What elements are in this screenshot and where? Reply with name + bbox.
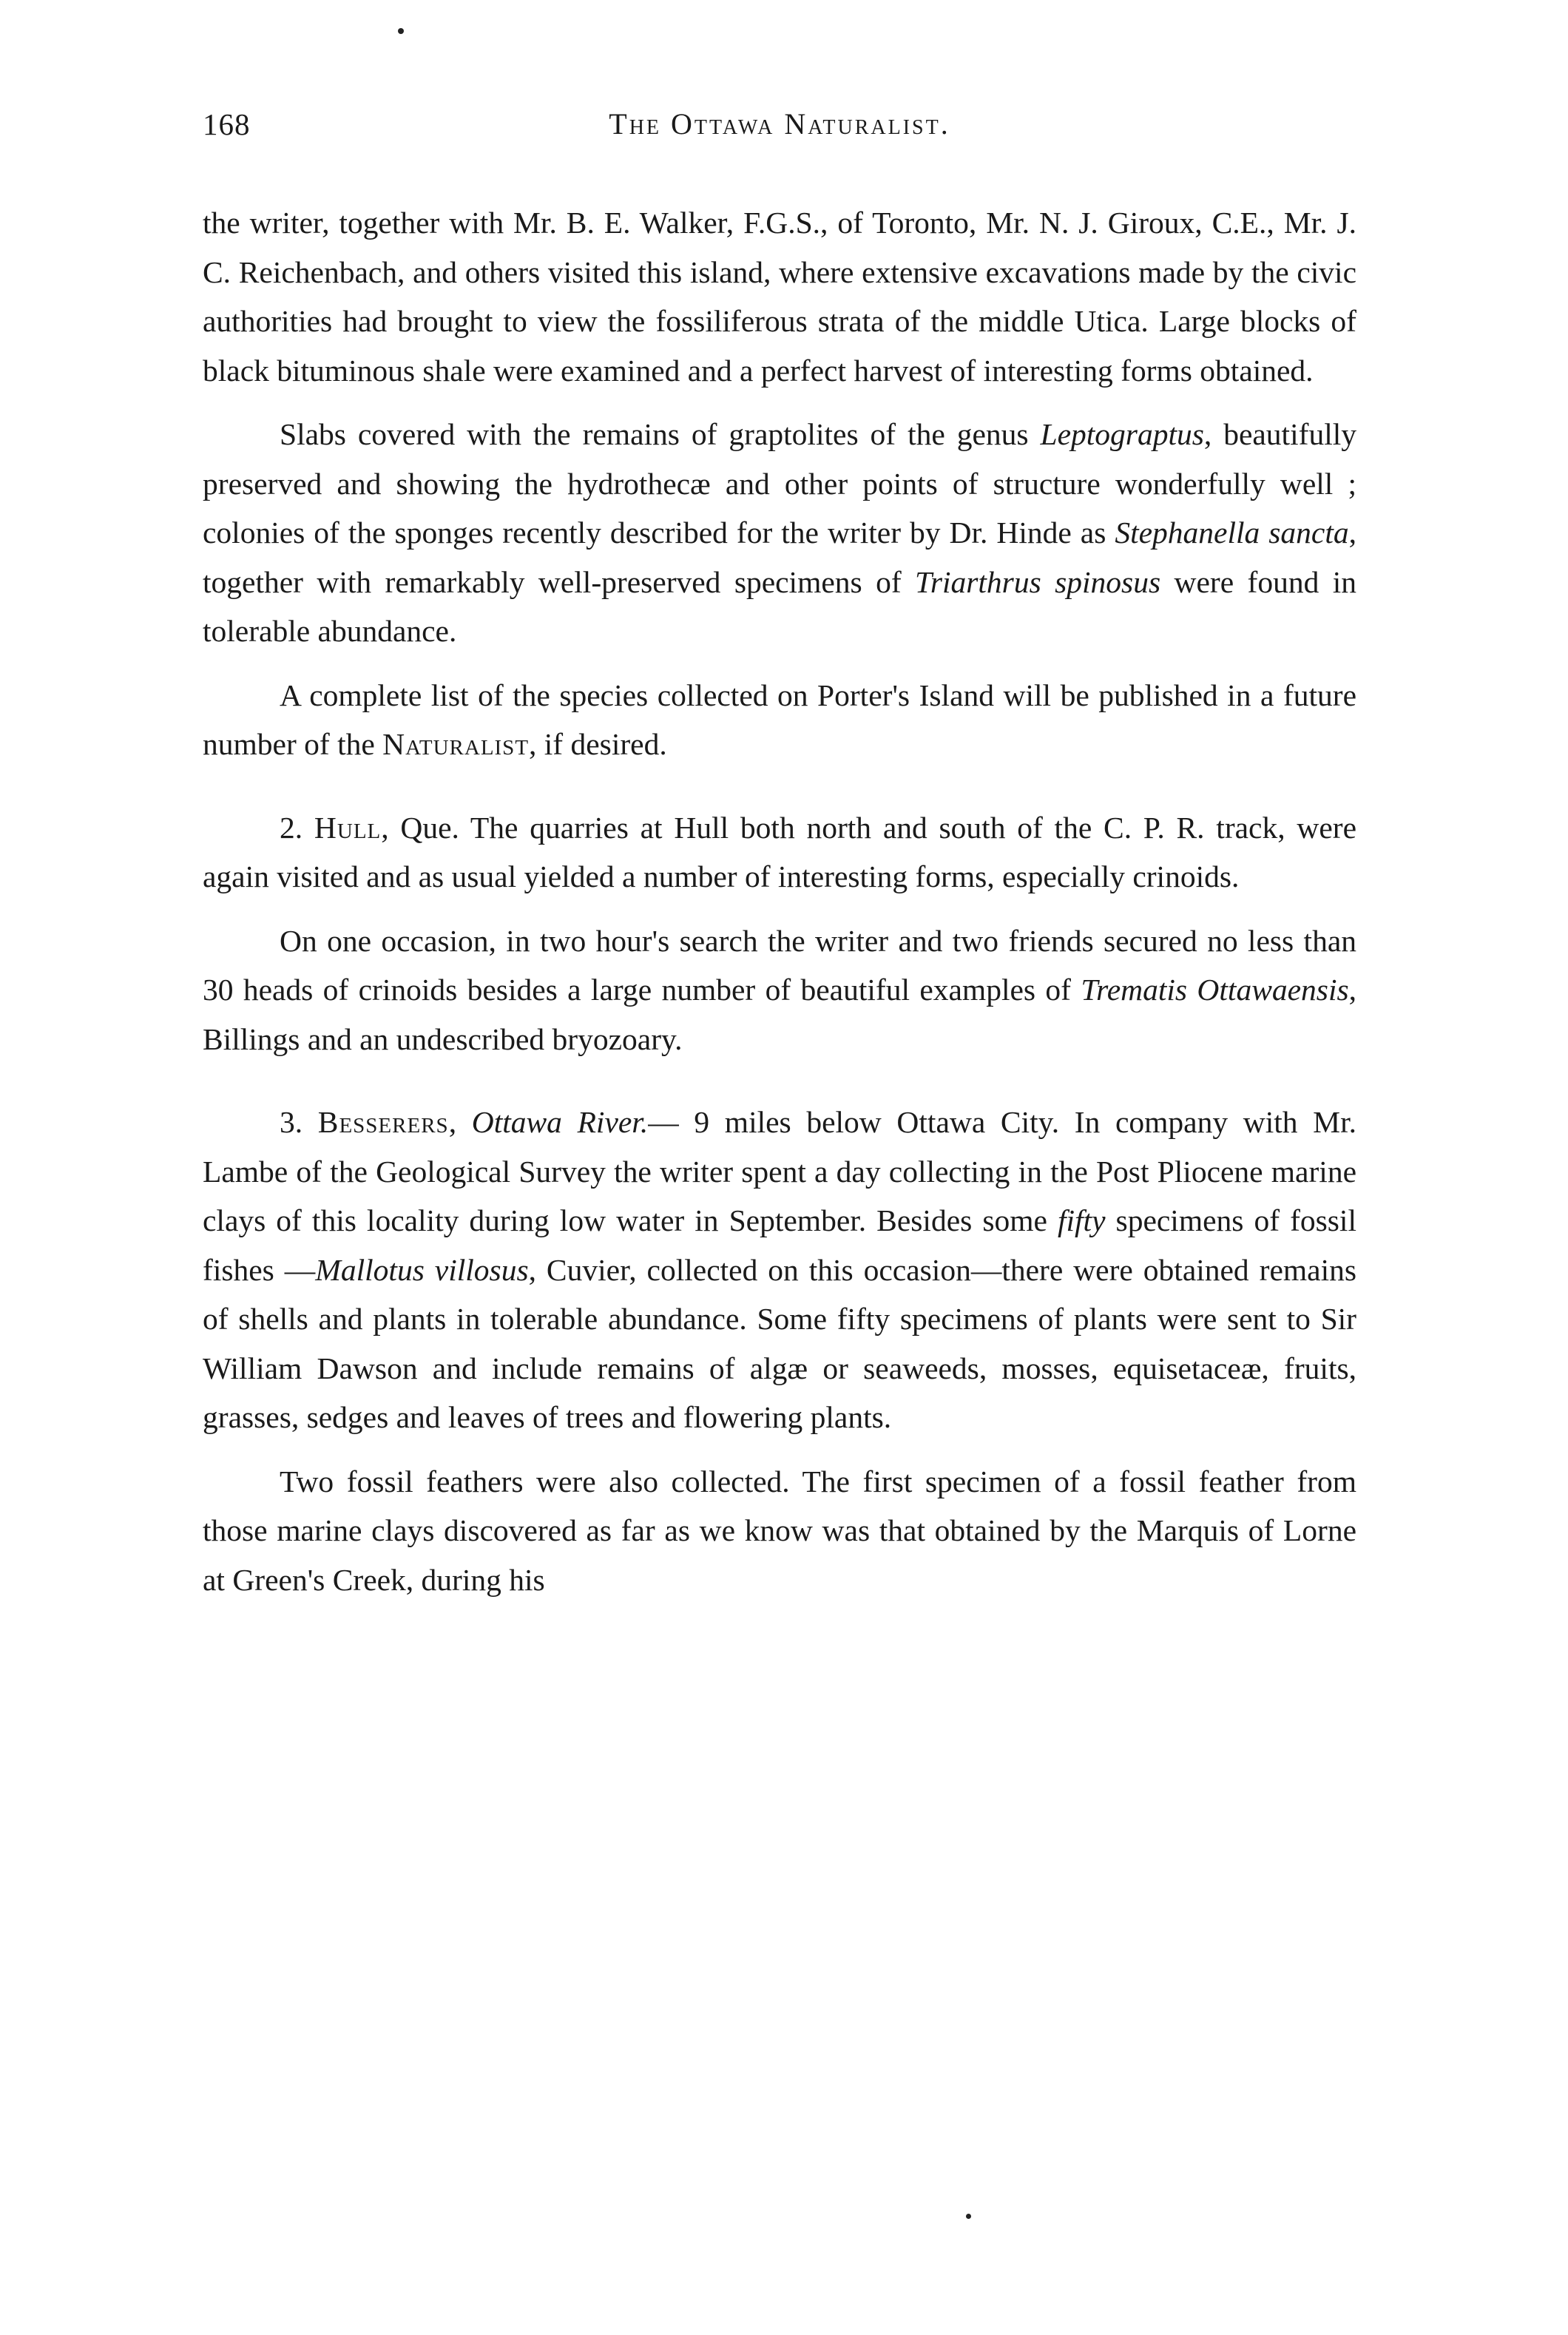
paragraph-7: Two fossil feathers were also collected. The first specimen of a fossil feather from those marine clays discovered as far as we know was that obtained by the Marquis of Lorne at Green's Creek, during his <box>203 1464 1356 1597</box>
taxon-name: Leptograptus <box>1040 417 1204 451</box>
print-speck <box>966 2214 971 2219</box>
locality-name: Hull <box>314 810 382 845</box>
running-title: The Ottawa Naturalist. <box>609 107 950 141</box>
paragraph-2: Slabs covered with the remains of graptolites of the genus Leptograptus, beautifully preserved and showing the hydrothecæ and other points of structure wonderfully well ; colonies of the sponges recently described for the writer by Dr. Hinde as Stephanella sancta, together with remarkably well-preserved specimens of Triarthrus spinosus were found in tolerable abundance. <box>203 417 1357 648</box>
print-speck <box>398 28 404 34</box>
emphasis: fifty <box>1057 1203 1106 1237</box>
locality-river: Ottawa River. <box>471 1105 649 1139</box>
taxon-name: Stephanella sancta <box>1115 516 1349 550</box>
taxon-name: Trematis Ottawaensis <box>1081 973 1349 1007</box>
page-header <box>203 95 1356 154</box>
paragraph-4: 2. Hull, Que. The quarries at Hull both north and south of the C. P. R. track, were again visited and as usual yielded a number of interesting forms, especially crinoids. <box>203 810 1357 893</box>
paragraph-6: 3. Besserers, Ottawa River.— 9 miles below Ottawa City. In company with Mr. Lambe of the Geological Survey the writer spent a day collecting in the Post Pliocene marine clays of this locality during low water in September. Besides some fifty specimens of fossil fishes —Mallotus villosus, Cuvier, collected on this occasion—there were obtained remains of shells and plants in tolerable abundance. Some fifty specimens of plants were sent to Sir William Dawson and include remains of algæ or seaweeds, mosses, equisetaceæ, fruits, grasses, sedges and leaves of trees and flowering plants. <box>203 1105 1357 1434</box>
taxon-name: Triarthrus spinosus <box>915 564 1161 599</box>
paragraph-5: On one occasion, in two hour's search the writer and two friends secured no less than 30 heads of crinoids besides a large number of beautiful examples of Trematis Ottawaensis, Billings and an undescribed bryozoary. <box>203 923 1356 1056</box>
paragraph-3: A complete list of the species collected on Porter's Island will be published in a future number of the Naturalist, if desired. <box>203 677 1356 761</box>
paragraph-1: the writer, together with Mr. B. E. Walker, F.G.S., of Toronto, Mr. N. J. Giroux, C.E., Mr. J. C. Reichenbach, and others visited this island, where extensive excavations made by the civic authorities had brought to view the fossiliferous strata of the middle Utica. Large blocks of black bituminous shale were examined and a perfect harvest of interesting forms obtained. <box>203 206 1356 388</box>
journal-name: Naturalist <box>382 727 530 761</box>
locality-name: Besserers <box>317 1105 449 1139</box>
body-text <box>203 198 1356 1604</box>
taxon-name: Mallotus villosus <box>315 1252 529 1287</box>
page-number: 168 <box>203 107 251 141</box>
